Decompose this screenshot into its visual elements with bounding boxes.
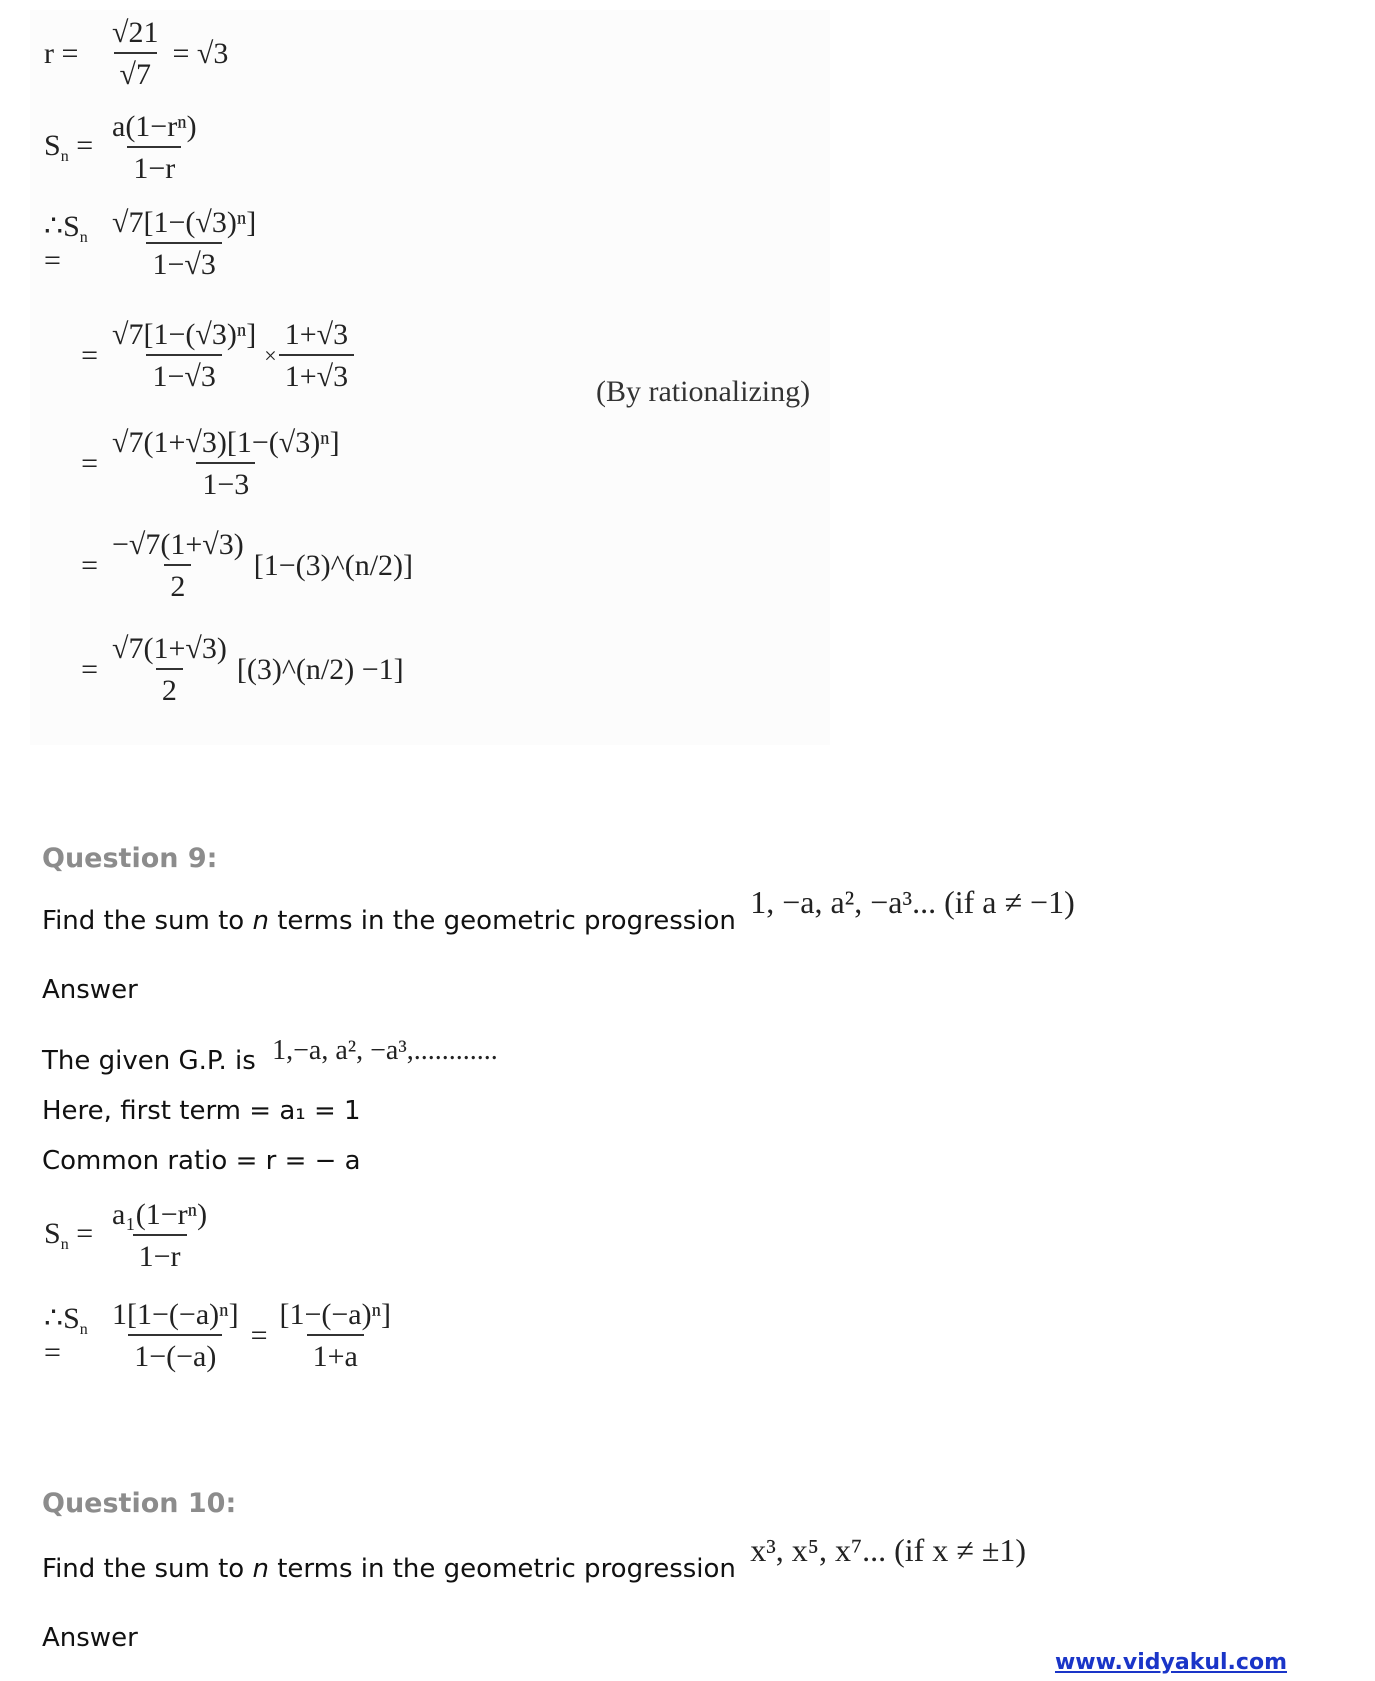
sn-formula xyxy=(44,112,203,184)
step3-equation xyxy=(44,428,346,500)
step4-bracket: [1−(3)^(n/2)] xyxy=(253,549,414,582)
q9-therefore-lhs: $\therefore S_n$ = xyxy=(44,1302,88,1369)
question-10-prompt: Find the sum to n terms in the geometric progression x³, x⁵, x⁷... (if x ≠ ±1) xyxy=(42,1532,1027,1584)
q9-final-equation xyxy=(44,1300,397,1372)
q9-answer-label: Answer xyxy=(42,975,138,1005)
step1-numerator: √7[1−(√3)ⁿ] xyxy=(112,206,257,239)
ratio-result: = √3 xyxy=(172,37,229,70)
q10-answer-label: Answer xyxy=(42,1623,138,1653)
multiplier-denominator: 1+√3 xyxy=(279,354,354,392)
rationalizing-note: (By rationalizing) xyxy=(596,375,811,408)
q9-common-ratio: Common ratio = r = − a xyxy=(42,1146,361,1176)
step1-equation xyxy=(44,208,262,280)
ratio-denominator: √7 xyxy=(114,52,157,90)
step5-denominator: 2 xyxy=(156,668,183,706)
times-sign: × xyxy=(264,343,277,368)
q9-given-gp: The given G.P. is 1,−a, a², −a³,............ xyxy=(42,1035,498,1076)
step3-denominator: 1−3 xyxy=(196,462,255,500)
step5-equation xyxy=(44,634,404,706)
step2-multiplier xyxy=(279,320,354,392)
q9-final-fraction-2 xyxy=(273,1300,397,1372)
step1-fraction xyxy=(106,208,262,280)
step2-denominator: 1−√3 xyxy=(146,354,221,392)
q9-final-equals: = xyxy=(250,1319,268,1352)
ratio-numerator: √21 xyxy=(112,16,159,49)
therefore-sn-lhs: $\therefore S_n$ = xyxy=(44,210,88,277)
q9-sn-formula xyxy=(44,1200,213,1272)
q10-progression: x³, x⁵, x⁷... (if x ≠ ±1) xyxy=(750,1532,1027,1568)
step4-denominator: 2 xyxy=(164,564,191,602)
question-10-heading: Question 10: xyxy=(42,1488,237,1519)
step5-bracket: [(3)^(n/2) −1] xyxy=(236,653,404,686)
step3-fraction xyxy=(106,428,346,500)
ratio-fraction xyxy=(106,18,164,90)
step5-equals: = xyxy=(81,653,98,686)
multiplier-numerator: 1+√3 xyxy=(284,318,349,351)
step4-numerator: −√7(1+√3) xyxy=(112,528,244,561)
q9-final-fraction-1 xyxy=(106,1300,245,1372)
step4-equals: = xyxy=(81,549,98,582)
q9-final-numerator-2: [1−(−a)ⁿ] xyxy=(279,1298,392,1331)
step3-numerator: √7(1+√3)[1−(√3)ⁿ] xyxy=(112,426,340,459)
question-9-prompt: Find the sum to n terms in the geometric progression 1, −a, a², −a³... (if a ≠ −1) xyxy=(42,884,1075,936)
sn-denominator: 1−r xyxy=(127,146,181,184)
q9-sn-denominator: 1−r xyxy=(133,1234,187,1272)
step2-fraction xyxy=(106,320,262,392)
sn-numerator: a(1−rⁿ) xyxy=(112,110,197,143)
step2-numerator: √7[1−(√3)ⁿ] xyxy=(112,318,257,351)
step2-equation xyxy=(44,320,354,392)
q9-given-math: 1,−a, a², −a³,............ xyxy=(272,1035,498,1066)
step2-equals: = xyxy=(81,339,98,372)
q9-final-denominator-2: 1+a xyxy=(307,1334,364,1372)
step3-equals: = xyxy=(81,447,98,480)
step5-numerator: √7(1+√3) xyxy=(112,632,227,665)
step4-fraction xyxy=(106,530,250,602)
question-9-heading: Question 9: xyxy=(42,843,218,874)
q9-sn-fraction xyxy=(106,1200,213,1272)
step1-denominator: 1−√3 xyxy=(146,242,221,280)
r-lhs: r = xyxy=(44,37,79,70)
ratio-equation xyxy=(44,18,228,90)
q9-first-term: Here, first term = a₁ = 1 xyxy=(42,1096,361,1126)
step5-fraction xyxy=(106,634,233,706)
step4-equation xyxy=(44,530,413,602)
q9-final-numerator-1: 1[1−(−a)ⁿ] xyxy=(112,1298,239,1331)
q9-final-denominator-1: 1−(−a) xyxy=(128,1334,222,1372)
q9-sn-numerator: a₁(1−rⁿ) xyxy=(112,1198,208,1231)
q9-progression: 1, −a, a², −a³... (if a ≠ −1) xyxy=(750,884,1075,920)
q9-sn-lhs: $S_n$ = xyxy=(44,1217,94,1253)
sn-fraction xyxy=(106,112,203,184)
sn-lhs: $S_n$ = xyxy=(44,129,94,165)
vidyakul-link[interactable]: www.vidyakul.com xyxy=(1054,1650,1287,1675)
